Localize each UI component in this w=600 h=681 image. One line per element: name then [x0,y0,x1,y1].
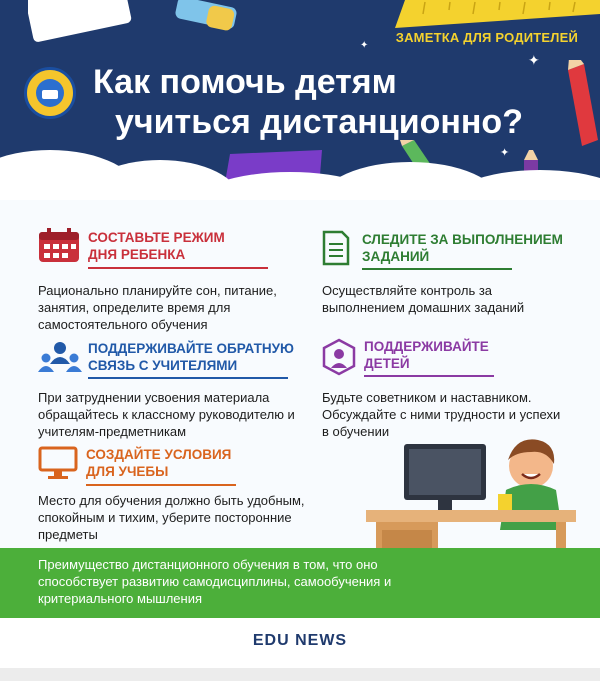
tip-title-schedule: СОСТАВЬТЕ РЕЖИМ ДНЯ РЕБЕНКА [88,230,225,262]
sparkle-icon: ✦ [500,147,510,159]
pencil-red-icon [560,60,600,150]
notebook-icon [28,0,138,48]
divider [86,484,236,486]
sparkle-icon: ✦ [528,52,540,68]
monitor-icon [38,446,78,480]
page-title [93,62,523,142]
title-line-2: учиться дистанционно? [115,103,523,141]
tip-text-homework: Осуществляйте контроль за выполнением домашних заданий [322,283,525,315]
brand-logo-text: EDU NEWS [252,632,348,649]
bottom-strip [0,668,600,681]
ruler-icon [395,0,600,34]
parent-note-label: ЗАМЕТКА ДЛЯ РОДИТЕЛЕЙ [395,30,578,45]
sparkle-icon: ✦ [360,40,369,51]
support-icon [322,338,356,376]
document-icon [322,230,350,266]
title-line-1: Как помочь детям [93,63,397,101]
ministry-emblem-icon [24,67,76,119]
tip-text-support: Будьте советником и наставником. Обсуждайте с ними трудности и успехи в обучении [322,390,561,439]
divider [364,375,494,377]
tip-title-homework: СЛЕДИТЕ ЗА ВЫПОЛНЕНИЕМ ЗАДАНИЙ [362,232,563,264]
tip-text-teachers: При затруднении усвоения материала обращайтесь к классному руководителю и учителям-предметникам [38,390,295,439]
header [0,0,600,200]
tip-title-support: ПОДДЕРЖИВАЙТЕ ДЕТЕЙ [364,339,489,371]
tip-title-teachers: ПОДДЕРЖИВАЙТЕ ОБРАТНУЮ СВЯЗЬ С УЧИТЕЛЯМИ [88,341,294,373]
tip-text-schedule: Рационально планируйте сон, питание, занятия, определите время для самостоятельного обучения [38,283,277,332]
divider [362,268,512,270]
people-icon [38,340,82,374]
eraser-icon [172,0,242,36]
divider [88,377,288,379]
summary-text: Преимущество дистанционного обучения в том, что оно способствует развитию самодисциплины, самообучения и критериального мышления [38,557,392,606]
divider [88,267,268,269]
tip-text-conditions: Место для обучения должно быть удобным, спокойным и тихим, уберите посторонние предметы [38,493,305,542]
tip-title-conditions: СОЗДАЙТЕ УСЛОВИЯ ДЛЯ УЧЕБЫ [86,447,232,479]
calendar-icon [38,228,80,264]
